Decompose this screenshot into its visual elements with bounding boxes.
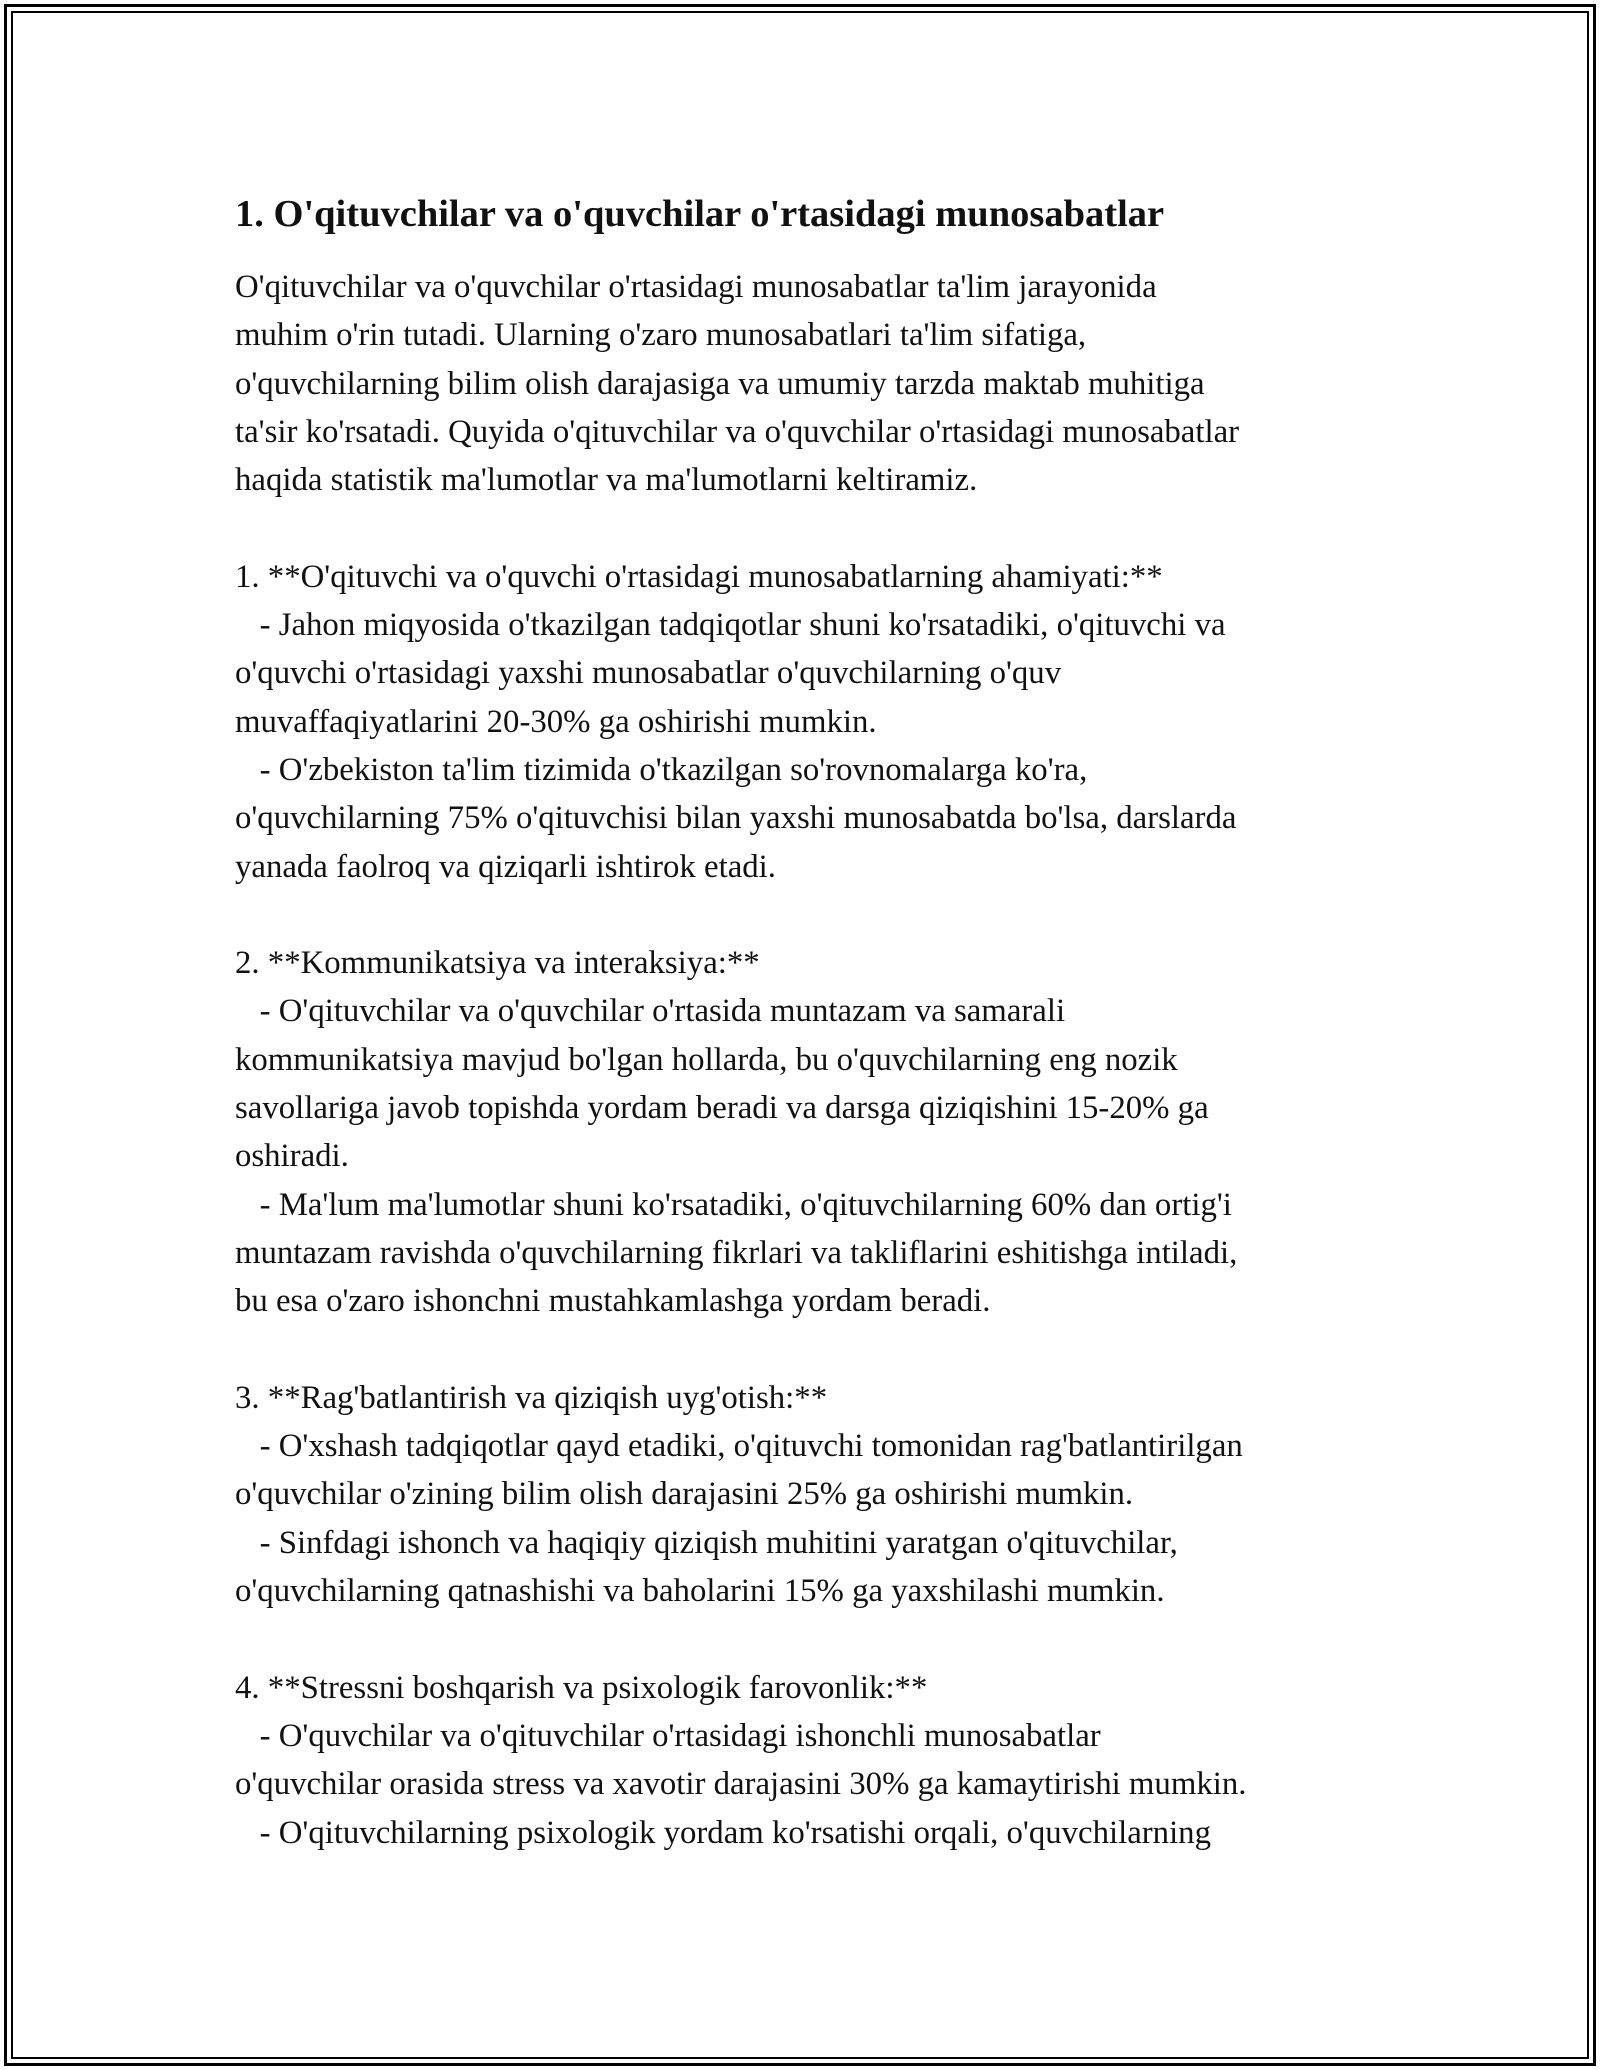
text-line: 1. **O'qituvchi va o'quvchi o'rtasidagi munosabatlarning ahamiyati:** (235, 558, 1163, 595)
text-line: muvaffaqiyatlarini 20-30% ga oshirishi mumkin. (235, 703, 877, 740)
text-line: o'quvchilar o'zining bilim olish darajasini 25% ga oshirishi mumkin. (235, 1476, 1134, 1513)
text-line: - O'xshash tadqiqotlar qayd etadiki, o'qituvchi tomonidan rag'batlantirilgan (235, 1428, 1243, 1465)
text-line: O'qituvchilar va o'quvchilar o'rtasidagi munosabatlar ta'lim jarayonida (235, 269, 1157, 305)
blank-line (235, 1615, 1375, 1663)
text-line: 3. **Rag'batlantirish va qiziqish uyg'otish:** (235, 1379, 828, 1416)
blank-line (235, 1326, 1375, 1374)
text-line: - O'quvchilar va o'qituvchilar o'rtasidagi ishonchli munosabatlar (235, 1717, 1101, 1754)
text-line: - Sinfdagi ishonch va haqiqiy qiziqish muhitini yaratgan o'qituvchilar, (235, 1524, 1178, 1561)
text-line: - Ma'lum ma'lumotlar shuni ko'rsatadiki, o'qituvchilarning 60% dan ortig'i (235, 1186, 1232, 1223)
blank-line (235, 891, 1375, 939)
document-text (235, 263, 1375, 1857)
text-line: muhim o'rin tutadi. Ularning o'zaro munosabatlari ta'lim sifatiga, (235, 317, 1087, 354)
text-line: - O'qituvchilar va o'quvchilar o'rtasida muntazam va samarali (235, 993, 1066, 1030)
text-line: haqida statistik ma'lumotlar va ma'lumotlarni keltiramiz. (235, 462, 978, 499)
text-line: 4. **Stressni boshqarish va psixologik farovonlik:** (235, 1669, 928, 1706)
document-title: 1. O'qituvchilar va o'quvchilar o'rtasidagi munosabatlar (235, 193, 1165, 235)
text-line: muntazam ravishda o'quvchilarning fikrlari va takliflarini eshitishga intiladi, (235, 1234, 1238, 1271)
text-line: oshiradi. (235, 1138, 349, 1175)
text-line: savollariga javob topishda yordam beradi va darsga qiziqishini 15-20% ga (235, 1090, 1209, 1127)
text-line: - O'zbekiston ta'lim tizimida o'tkazilgan so'rovnomalarga ko'ra, (235, 751, 1088, 788)
text-line: yanada faolroq va qiziqarli ishtirok etadi. (235, 848, 776, 885)
text-line: kommunikatsiya mavjud bo'lgan hollarda, bu o'quvchilarning eng nozik (235, 1041, 1178, 1078)
text-line: o'quvchilarning 75% o'qituvchisi bilan yaxshi munosabatda bo'lsa, darslarda (235, 800, 1237, 837)
text-line: - Jahon miqyosida o'tkazilgan tadqiqotlar shuni ko'rsatadiki, o'qituvchi va (235, 607, 1226, 644)
text-line: o'quvchilar orasida stress va xavotir darajasini 30% ga kamaytirishi mumkin. (235, 1766, 1247, 1803)
blank-line (235, 504, 1375, 552)
text-line: o'quvchilarning qatnashishi va baholarini 15% ga yaxshilashi mumkin. (235, 1573, 1165, 1610)
text-line: 2. **Kommunikatsiya va interaksiya:** (235, 945, 760, 982)
text-line: - O'qituvchilarning psixologik yordam ko'rsatishi orqali, o'quvchilarning (235, 1814, 1211, 1851)
document-body (235, 185, 1375, 1857)
text-line: o'quvchilarning bilim olish darajasiga va umumiy tarzda maktab muhitiga (235, 365, 1205, 402)
text-line: ta'sir ko'rsatadi. Quyida o'qituvchilar va o'quvchilar o'rtasidagi munosabatlar (235, 413, 1240, 450)
text-line: bu esa o'zaro ishonchni mustahkamlashga yordam beradi. (235, 1283, 991, 1320)
text-line: o'quvchi o'rtasidagi yaxshi munosabatlar o'quvchilarning o'quv (235, 655, 1062, 692)
